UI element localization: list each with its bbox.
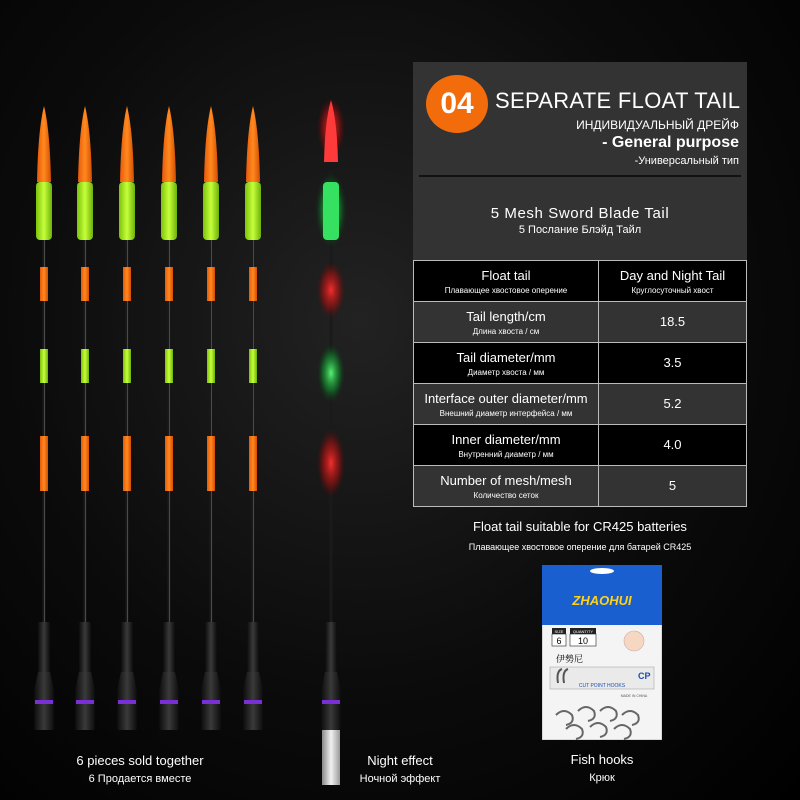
row-value-text: 4.0 (663, 437, 682, 452)
row-label-en: Tail diameter/mm (456, 349, 556, 365)
spec-table (413, 260, 747, 507)
row-label-en: Number of mesh/mesh (440, 472, 572, 488)
row-label (414, 466, 599, 507)
mascot-icon (624, 631, 644, 651)
table-header-cell (414, 261, 599, 302)
table-row (414, 343, 747, 384)
row-value-text: 3.5 (663, 355, 682, 370)
row-label (414, 425, 599, 466)
page-title-ru: ИНДИВИДУАЛЬНЫЙ ДРЕЙФ (576, 118, 739, 132)
purpose-label-ru: -Универсальный тип (634, 155, 739, 167)
row-value (599, 343, 747, 384)
size-label: SIZE (554, 629, 564, 634)
page-title: SEPARATE FLOAT TAIL (495, 88, 741, 113)
table-header-cell (599, 261, 747, 302)
header-value: Day and Night Tail (619, 267, 726, 283)
sold-together-caption (60, 753, 220, 785)
row-label-en: Interface outer diameter/mm (424, 390, 588, 406)
cut-point-label: CUT POINT HOOKS (578, 683, 626, 689)
fish-hooks-caption (547, 752, 657, 784)
battery-note-ru: Плавающее хвостовое оперение для батарей CR425 (468, 542, 692, 552)
table-header-row (414, 261, 747, 302)
sold-together-label-ru: 6 Продается вместе (88, 773, 192, 785)
section-number-badge: 04 (426, 75, 488, 133)
row-value (599, 384, 747, 425)
fish-hook-pack (542, 565, 662, 740)
table-row (414, 425, 747, 466)
float-tail-6 (243, 106, 263, 730)
row-label-en: Inner diameter/mm (451, 431, 561, 447)
purpose-label: - General purpose (602, 134, 739, 151)
table-row (414, 302, 747, 343)
row-label-en: Tail length/cm (466, 308, 546, 324)
subtitle-ru: 5 Послание Блэйд Тайл (518, 224, 642, 236)
row-label-ru: Внутренний диаметр / мм (458, 449, 554, 459)
fish-hooks-label: Fish hooks (570, 752, 634, 767)
table-row (414, 384, 747, 425)
float-tail-4 (159, 106, 179, 730)
hook-size: 6 (556, 636, 562, 646)
row-label-ru: Внешний диаметр интерфейса / мм (439, 408, 573, 418)
row-value (599, 302, 747, 343)
fish-hooks-label-ru: Крюк (589, 772, 615, 784)
row-label-ru: Диаметр хвоста / мм (467, 367, 545, 377)
row-value-text: 5.2 (663, 396, 682, 411)
row-label-ru: Длина хвоста / см (472, 326, 540, 336)
row-value (599, 425, 747, 466)
row-label (414, 343, 599, 384)
made-in-label: MADE IN CHINA (620, 694, 648, 698)
night-effect-caption (340, 753, 460, 785)
hook-brand: ZHAOHUI (572, 593, 632, 608)
hook-quantity: 10 (577, 636, 589, 646)
header-value-ru: Круглосуточный хвост (631, 285, 714, 295)
float-tail-2 (75, 106, 95, 730)
header-label-ru: Плавающее хвостовое оперение (444, 285, 568, 295)
row-label (414, 384, 599, 425)
row-label-ru: Количество сеток (473, 490, 539, 500)
float-tail-1 (34, 106, 54, 730)
hook-type: 伊勢尼 (556, 655, 584, 665)
sold-together-label: 6 pieces sold together (76, 753, 204, 768)
night-effect-float (315, 98, 347, 785)
night-effect-label: Night effect (367, 753, 433, 768)
row-value-text: 18.5 (659, 314, 686, 329)
table-row (414, 466, 747, 507)
row-value (599, 466, 747, 507)
header-label: Float tail (481, 267, 531, 283)
row-value-text: 5 (668, 478, 677, 493)
subtitle: 5 Mesh Sword Blade Tail (490, 205, 670, 222)
battery-note: Float tail suitable for CR425 batteries (473, 519, 687, 534)
float-tail-5 (201, 106, 221, 730)
cp-label: CP (638, 671, 651, 681)
quantity-label: QUANTITY (572, 629, 594, 634)
row-label (414, 302, 599, 343)
float-tail-3 (117, 106, 137, 730)
battery-icon (322, 730, 340, 785)
spec-panel (413, 62, 747, 506)
night-effect-label-ru: Ночной эффект (359, 773, 441, 785)
divider (419, 175, 741, 177)
